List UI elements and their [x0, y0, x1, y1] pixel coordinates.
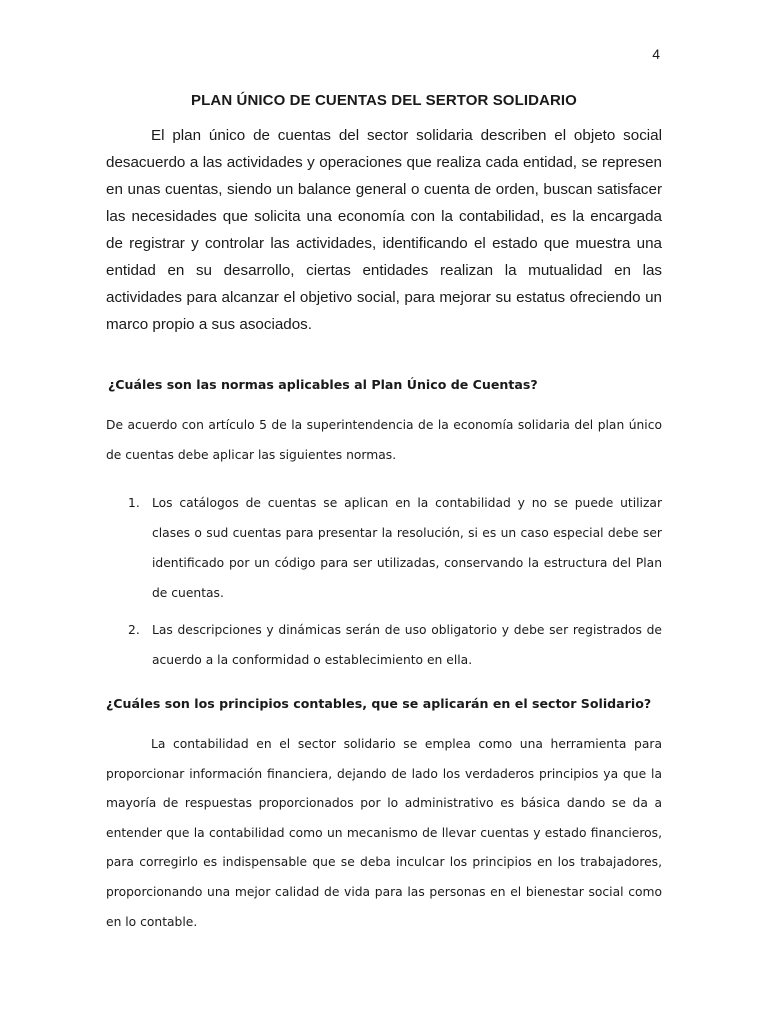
list-item-text: Las descripciones y dinámicas serán de uso obligatorio y debe ser registrados de acuerdo a la conformidad o establecimiento en ella. — [152, 623, 662, 667]
section-heading-principios: ¿Cuáles son los principios contables, que se aplicarán en el sector Solidario? — [106, 696, 652, 711]
normas-list — [106, 488, 662, 682]
list-item-number: 1. — [128, 496, 140, 510]
principios-paragraph: La contabilidad en el sector solidario se emplea como una herramienta para proporcionar información financiera, dejando de lado los verdaderos principios ya que la mayoría de respuestas proporcionados por lo administrativo es básica dando se da a entender que la contabilidad como un mecanismo de llevar cuentas y estado financieros, para corregirlo es indispensable que se deba inculcar los principios en los trabajadores, proporcionando una mejor calidad de vida para las personas en el bienestar social como en lo contable. — [106, 737, 662, 929]
list-item — [106, 615, 662, 675]
intro-paragraph: El plan único de cuentas del sector solidaria describen el objeto social desacuerdo a las actividades y operaciones que realiza cada entidad, se represen en unas cuentas, siendo un balance general o cuenta de orden, buscan satisfacer las necesidades que solicita una economía con la contabilidad, es la encargada de registrar y controlar las actividades, identificando el estado que muestra una entidad en su desarrollo, ciertas entidades realizan la mutualidad en las actividades para alcanzar el objetivo social, para mejorar su estatus ofreciendo un marco propio a sus asociados. — [106, 127, 662, 333]
document-title: PLAN ÚNICO DE CUENTAS DEL SERTOR SOLIDARIO — [191, 92, 577, 109]
list-item-number: 2. — [128, 623, 140, 637]
normas-paragraph: De acuerdo con artículo 5 de la superintendencia de la economía solidaria del plan único de cuentas debe aplicar las siguientes normas. — [106, 418, 662, 462]
page-number: 4 — [652, 46, 660, 62]
section-heading-normas: ¿Cuáles son las normas aplicables al Plan Único de Cuentas? — [108, 377, 538, 392]
list-item — [106, 488, 662, 608]
list-item-text: Los catálogos de cuentas se aplican en la contabilidad y no se puede utilizar clases o sud cuentas para presentar la resolución, si es un caso especial debe ser identificado por un código para ser utilizadas, conservando la estructura del Plan de cuentas. — [152, 496, 662, 600]
